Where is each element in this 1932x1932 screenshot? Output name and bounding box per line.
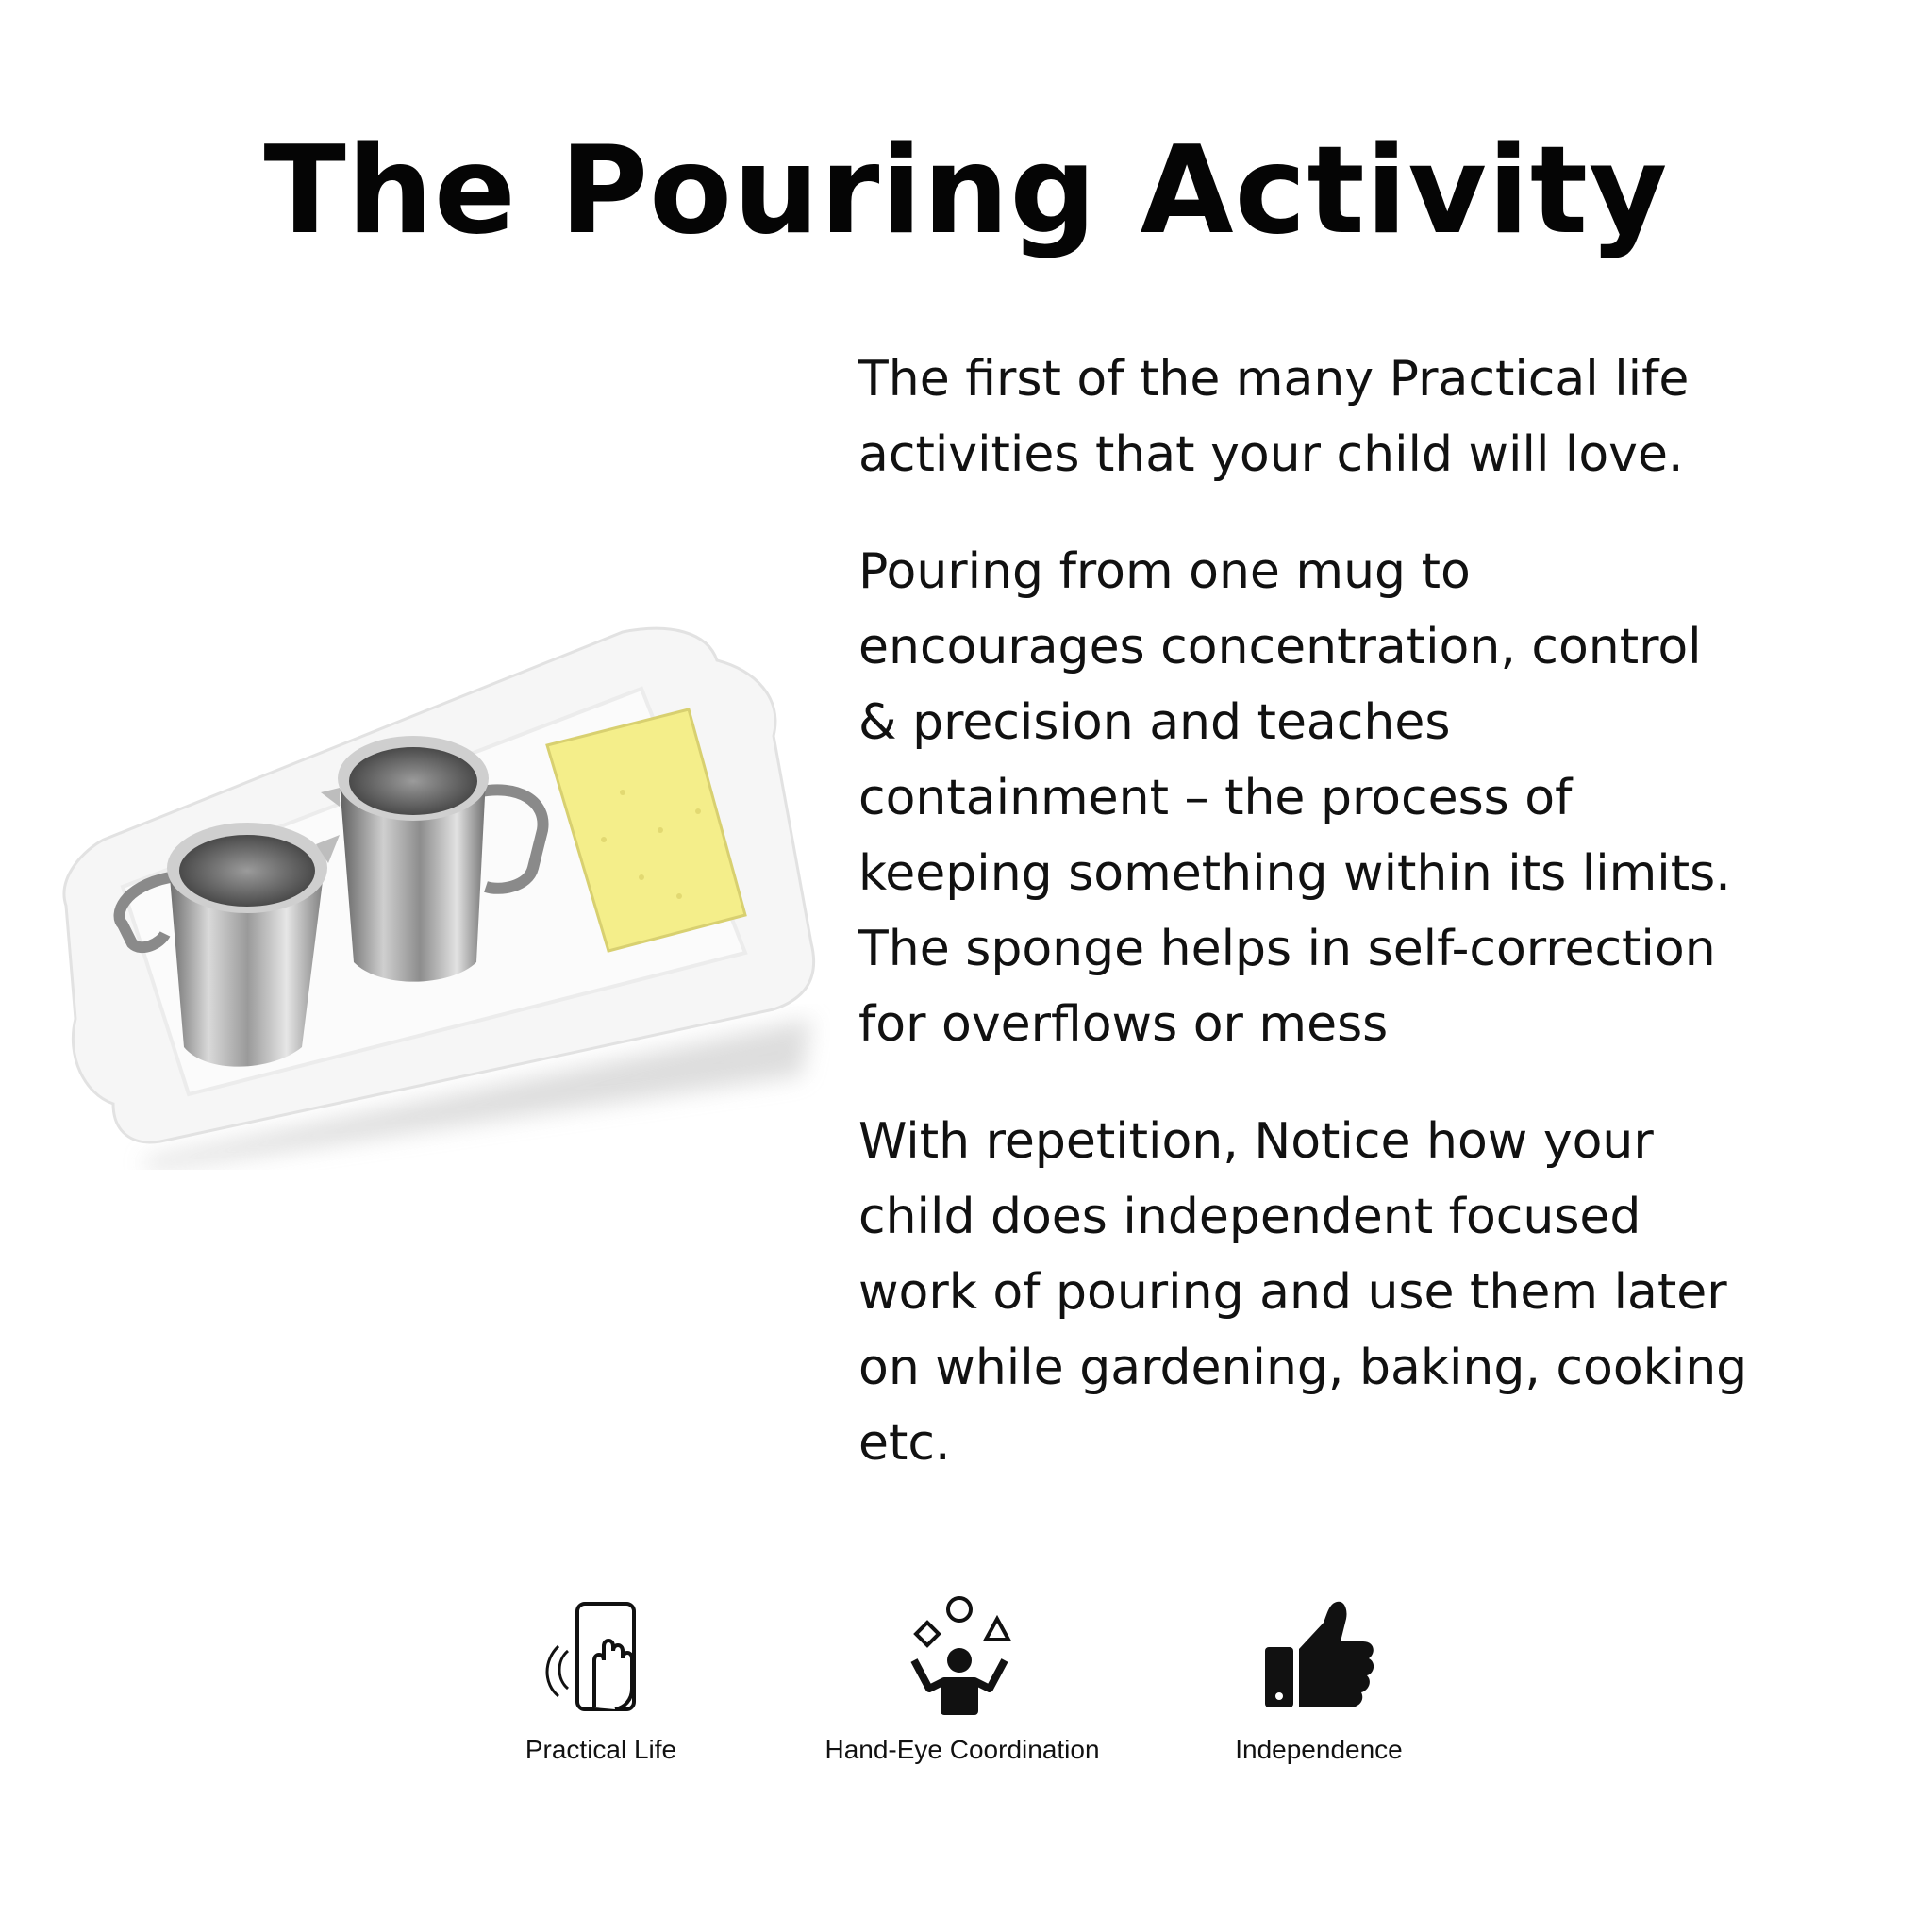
feature-independence <box>1149 1594 1489 1766</box>
feature-label-practical-life: Practical Life <box>525 1735 677 1764</box>
hand-tablet-icon <box>540 1594 662 1717</box>
page-title: The Pouring Activity <box>263 121 1669 261</box>
feature-hand-eye-coordination <box>792 1594 1132 1766</box>
feature-label-independence: Independence <box>1235 1735 1403 1764</box>
tray-photo <box>57 604 830 1170</box>
feature-label-hand-eye-coordination: Hand-Eye Coordination <box>824 1735 1100 1764</box>
paragraph-intro: The first of the many Practical life activities that your child will love. <box>858 351 1690 483</box>
paragraph-repetition: With repetition, Notice how your child does independent focused work of pouring and use them later on while gardening, baking, cooking etc. <box>858 1113 1748 1472</box>
feature-practical-life <box>431 1594 771 1766</box>
thumbs-up-icon <box>1257 1594 1380 1717</box>
description-text <box>858 341 1840 1523</box>
feature-icons-row <box>0 1594 1932 1783</box>
tray-illustration <box>57 604 830 1170</box>
paragraph-benefits: Pouring from one mug to encourages concentration, control & precision and teaches containment – the process of keeping something within its limits. The sponge helps in self-correction for overflows or mess <box>858 543 1731 1053</box>
juggling-person-icon <box>901 1594 1024 1717</box>
